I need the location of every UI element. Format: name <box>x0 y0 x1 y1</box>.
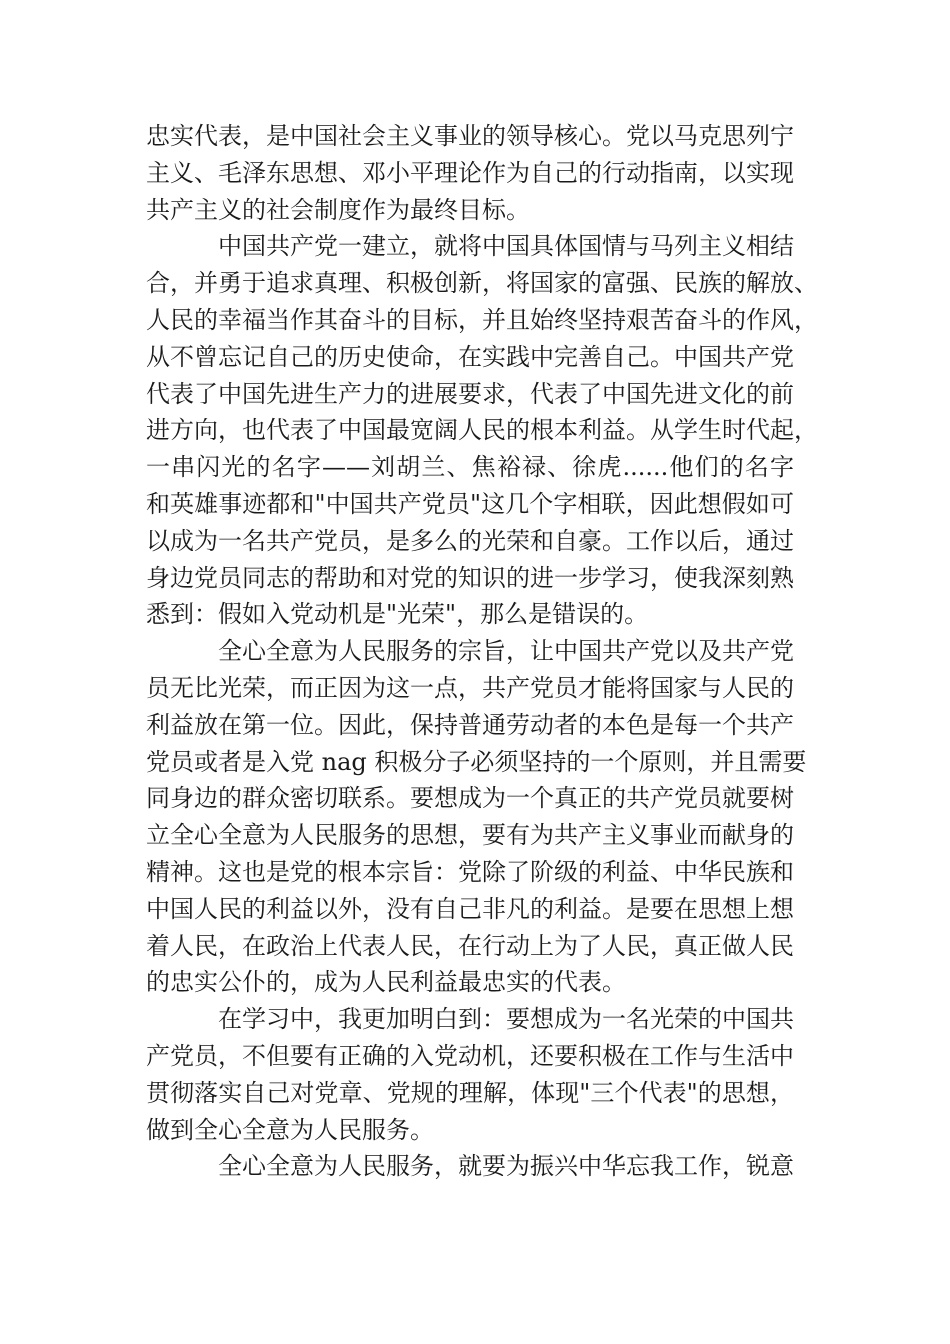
text-line: 身边党员同志的帮助和对党的知识的进一步学习，使我深刻熟 <box>146 563 794 592</box>
text-line: 以成为一名共产党员，是多么的光荣和自豪。工作以后，通过 <box>146 526 794 555</box>
text-line: 从不曾忘记自己的历史使命，在实践中完善自己。中国共产党 <box>146 342 794 371</box>
paragraph <box>146 1148 794 1185</box>
text-line: 中国共产党一建立，就将中国具体国情与马列主义相结 <box>218 232 794 261</box>
body-text <box>146 118 818 1185</box>
text-line: 主义、毛泽东思想、邓小平理论作为自己的行动指南，以实现 <box>146 158 794 187</box>
text-line: 一串闪光的名字——刘胡兰、焦裕禄、徐虎......他们的名字 <box>146 453 794 482</box>
text-line: 悉到：假如入党动机是"光荣"，那么是错误的。 <box>146 600 649 629</box>
text-line: 人民的幸福当作其奋斗的目标，并且始终坚持艰苦奋斗的作风， <box>146 305 818 334</box>
paragraph <box>146 633 807 1001</box>
text-line: 党员或者是入党 nag 积极分子必须坚持的一个原则，并且需要 <box>146 747 807 776</box>
paragraph <box>146 1001 794 1148</box>
text-line: 做到全心全意为人民服务。 <box>146 1115 434 1144</box>
text-line: 同身边的群众密切联系。要想成为一个真正的共产党员就要树 <box>146 784 794 813</box>
text-line: 利益放在第一位。因此，保持普通劳动者的本色是每一个共产 <box>146 710 794 739</box>
paragraph <box>146 228 818 633</box>
text-line: 贯彻落实自己对党章、党规的理解，体现"三个代表"的思想， <box>146 1078 794 1107</box>
text-line: 共产主义的社会制度作为最终目标。 <box>146 195 530 224</box>
text-line: 全心全意为人民服务的宗旨，让中国共产党以及共产党 <box>218 637 794 666</box>
text-line: 在学习中，我更加明白到：要想成为一名光荣的中国共 <box>218 1005 794 1034</box>
text-line: 精神。这也是党的根本宗旨：党除了阶级的利益、中华民族和 <box>146 857 794 886</box>
text-line: 进方向，也代表了中国最宽阔人民的根本利益。从学生时代起， <box>146 416 818 445</box>
text-line: 中国人民的利益以外，没有自己非凡的利益。是要在思想上想 <box>146 894 794 923</box>
text-line: 着人民，在政治上代表人民，在行动上为了人民，真正做人民 <box>146 931 794 960</box>
paragraph <box>146 118 794 228</box>
text-line: 员无比光荣，而正因为这一点，共产党员才能将国家与人民的 <box>146 673 794 702</box>
text-line: 产党员，不但要有正确的入党动机，还要积极在工作与生活中 <box>146 1041 794 1070</box>
text-line: 合，并勇于追求真理、积极创新，将国家的富强、民族的解放、 <box>146 269 818 298</box>
text-line: 代表了中国先进生产力的进展要求，代表了中国先进文化的前 <box>146 379 794 408</box>
text-line: 和英雄事迹都和"中国共产党员"这几个字相联，因此想假如可 <box>146 489 794 518</box>
text-line: 全心全意为人民服务，就要为振兴中华忘我工作，锐意 <box>218 1152 794 1181</box>
text-line: 立全心全意为人民服务的思想，要有为共产主义事业而献身的 <box>146 821 794 850</box>
text-line: 忠实代表，是中国社会主义事业的领导核心。党以马克思列宁 <box>146 122 794 150</box>
text-line: 的忠实公仆的，成为人民利益最忠实的代表。 <box>146 968 626 997</box>
